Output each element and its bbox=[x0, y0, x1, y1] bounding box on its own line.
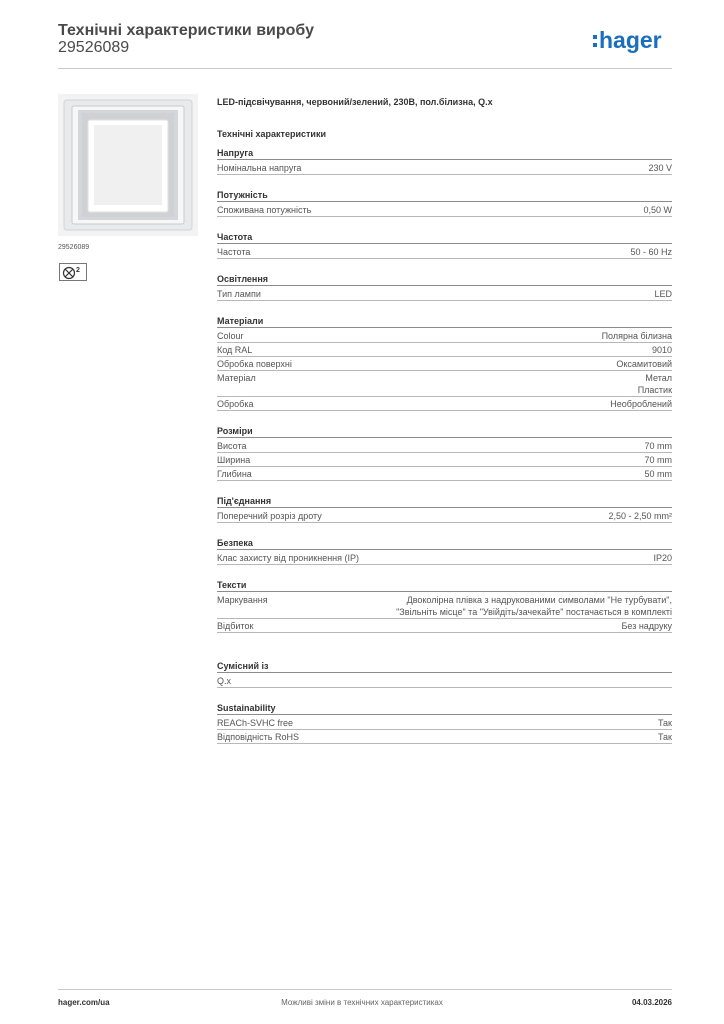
spec-groups bbox=[217, 147, 672, 744]
spec-group-title: Sustainability bbox=[217, 703, 276, 713]
spec-label: Частота bbox=[217, 247, 251, 257]
spec-group-title: Розміри bbox=[217, 426, 253, 436]
footer-divider bbox=[58, 989, 672, 990]
product-number: 29526089 bbox=[58, 39, 130, 56]
footer-note: Можливі зміни в технічних характеристиках bbox=[281, 998, 443, 1007]
spec-row bbox=[217, 509, 672, 523]
spec-heading: Технічні характеристики bbox=[217, 129, 326, 139]
spec-group-title: Частота bbox=[217, 232, 253, 242]
spec-row bbox=[217, 203, 672, 217]
spec-label: Відповідність RoHS bbox=[217, 732, 299, 742]
spec-group-title: Напруга bbox=[217, 148, 254, 158]
spec-row bbox=[217, 439, 672, 453]
lamp-class-superscript: 2 bbox=[76, 267, 80, 274]
spec-label: Відбиток bbox=[217, 621, 254, 631]
lamp-class-badge bbox=[59, 263, 87, 281]
spec-value: 9010 bbox=[651, 345, 672, 355]
spec-value: 230 V bbox=[648, 163, 672, 173]
spec-label: Colour bbox=[217, 331, 244, 341]
spec-label: Номінальна напруга bbox=[217, 163, 302, 173]
spec-label: Обробка bbox=[217, 399, 254, 409]
spec-row bbox=[217, 730, 672, 744]
spec-label: Клас захисту від проникнення (IP) bbox=[217, 553, 360, 563]
spec-value: Без надруку bbox=[621, 621, 672, 631]
spec-label: Код RAL bbox=[217, 345, 253, 355]
spec-row bbox=[217, 343, 672, 357]
logo-text: hager bbox=[599, 27, 662, 53]
spec-group-title: Під'єднання bbox=[217, 496, 272, 506]
document-title: Технічні характеристики виробу bbox=[58, 22, 314, 39]
spec-group-divider bbox=[217, 285, 672, 286]
spec-group-divider bbox=[217, 714, 672, 715]
spec-value: 70 mm bbox=[644, 455, 672, 465]
spec-row bbox=[217, 619, 672, 633]
spec-value: Необроблений bbox=[610, 399, 672, 409]
spec-group-divider bbox=[217, 591, 672, 592]
spec-label: Обробка поверхні bbox=[217, 359, 292, 369]
lamp-cross-icon bbox=[60, 264, 86, 280]
spec-row bbox=[217, 674, 672, 688]
spec-label: Матеріал bbox=[217, 373, 256, 383]
spec-group-divider bbox=[217, 672, 672, 673]
spec-label: Споживана потужність bbox=[217, 205, 312, 215]
spec-row bbox=[217, 357, 672, 371]
spec-group-title: Освітлення bbox=[217, 274, 269, 284]
product-image bbox=[58, 94, 198, 236]
spec-group bbox=[217, 425, 672, 481]
spec-row bbox=[217, 593, 672, 619]
spec-row bbox=[217, 397, 672, 411]
spec-group-divider bbox=[217, 507, 672, 508]
spec-group bbox=[217, 147, 672, 175]
spec-group bbox=[217, 315, 672, 411]
spec-group-divider bbox=[217, 549, 672, 550]
spec-label: Q.x bbox=[217, 676, 232, 686]
spec-label: Висота bbox=[217, 441, 247, 451]
footer-date: 04.03.2026 bbox=[631, 998, 672, 1007]
spec-value: IP20 bbox=[653, 553, 672, 563]
spec-group-title: Матеріали bbox=[217, 316, 264, 326]
spec-label: Ширина bbox=[217, 455, 251, 465]
spec-row bbox=[217, 245, 672, 259]
spec-label: Глибина bbox=[217, 469, 252, 479]
spec-group-title: Потужність bbox=[217, 190, 268, 200]
spec-group bbox=[217, 702, 672, 744]
spec-group bbox=[217, 579, 672, 633]
spec-label: Тип лампи bbox=[217, 289, 261, 299]
spec-group bbox=[217, 231, 672, 259]
spec-row bbox=[217, 453, 672, 467]
spec-value: Двоколірна плівка з надрукованими символами "Не турбувати", "Звільніть місце" та "Увійдіть/зачекайте" постачається в комплекті bbox=[396, 595, 672, 617]
spec-row bbox=[217, 161, 672, 175]
image-caption: 29526089 bbox=[58, 244, 90, 251]
spec-value: 70 mm bbox=[644, 441, 672, 451]
spec-group bbox=[217, 189, 672, 217]
spec-group bbox=[217, 537, 672, 565]
spec-group-divider bbox=[217, 327, 672, 328]
spec-value: 50 - 60 Hz bbox=[630, 247, 672, 257]
header-divider bbox=[58, 68, 672, 69]
spec-group-divider bbox=[217, 159, 672, 160]
specifications bbox=[217, 96, 672, 744]
spec-value: 50 mm bbox=[644, 469, 672, 479]
spec-group-title: Тексти bbox=[217, 580, 247, 590]
spec-label: Маркування bbox=[217, 595, 268, 605]
spec-group bbox=[217, 495, 672, 523]
spec-row bbox=[217, 329, 672, 343]
hager-logo bbox=[591, 26, 675, 56]
spec-value: Полярна білизна bbox=[601, 331, 672, 341]
product-name: LED-підсвічування, червоний/зелений, 230В, пол.білизна, Q.x bbox=[217, 97, 493, 107]
spec-value: 0,50 W bbox=[643, 205, 672, 215]
spec-value: Оксамитовий bbox=[616, 359, 672, 369]
spec-row bbox=[217, 467, 672, 481]
spec-label: REACh-SVHC free bbox=[217, 718, 294, 728]
spec-group-divider bbox=[217, 437, 672, 438]
spec-row bbox=[217, 371, 672, 397]
spec-row bbox=[217, 287, 672, 301]
spec-label: Поперечний розріз дроту bbox=[217, 511, 322, 521]
spec-row bbox=[217, 551, 672, 565]
spec-value: LED bbox=[654, 289, 672, 299]
spec-value: Так bbox=[657, 718, 672, 728]
spec-group-title: Сумісний із bbox=[217, 661, 269, 671]
spec-value: Метал Пластик bbox=[637, 373, 672, 395]
spec-value: 2,50 - 2,50 mm² bbox=[608, 511, 672, 521]
spec-group bbox=[217, 273, 672, 301]
spec-group-divider bbox=[217, 201, 672, 202]
spec-group-divider bbox=[217, 243, 672, 244]
spec-value: Так bbox=[657, 732, 672, 742]
spec-row bbox=[217, 716, 672, 730]
spec-group bbox=[217, 660, 672, 688]
spec-group-title: Безпека bbox=[217, 538, 253, 548]
footer-website[interactable]: hager.com/ua bbox=[58, 998, 110, 1007]
